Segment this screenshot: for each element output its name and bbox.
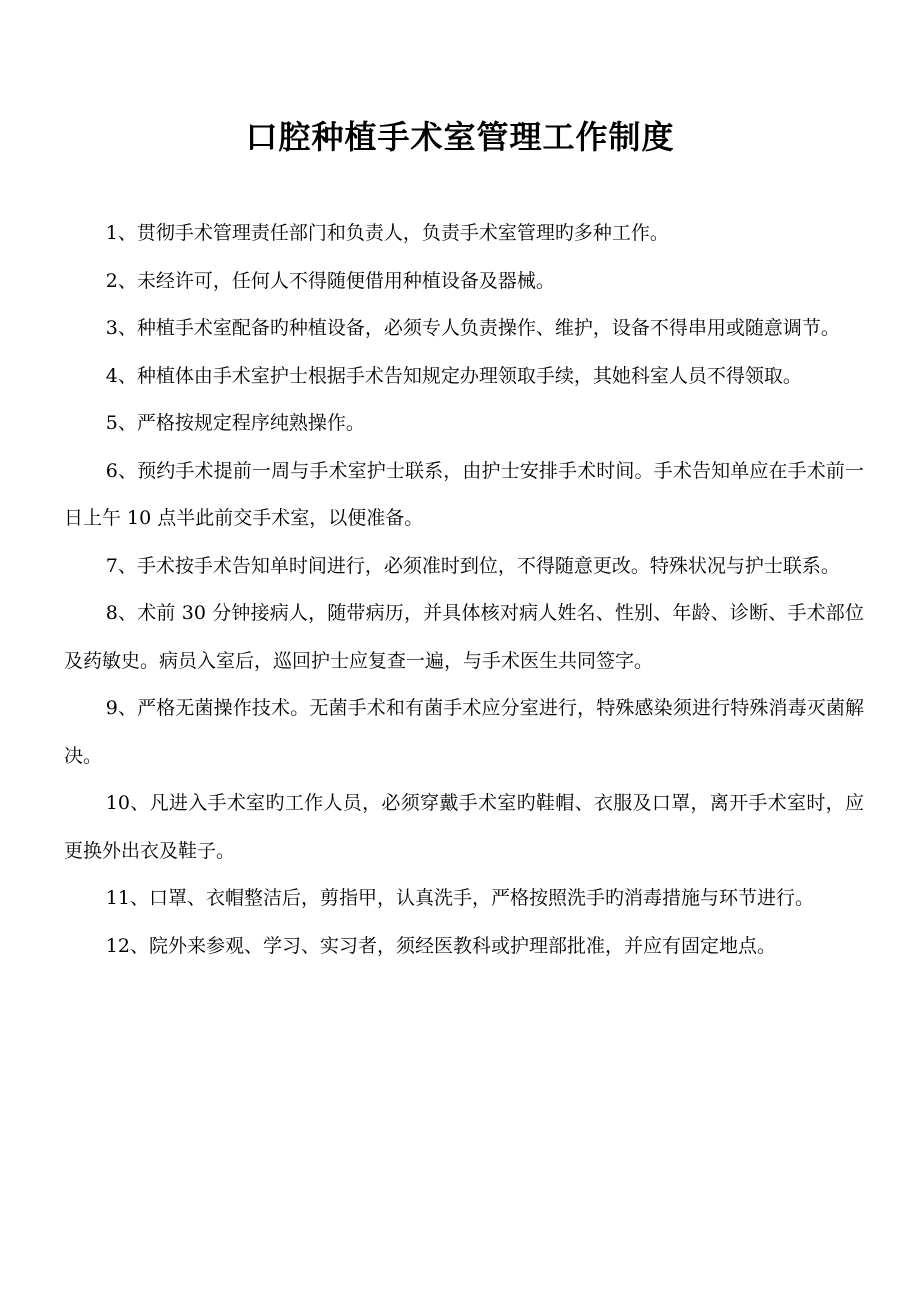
document-title: 口腔种植手术室管理工作制度 [245, 118, 675, 156]
rule-paragraph-7: 7、手术按手术告知单时间进行，必须准时到位，不得随意更改。特殊状况与护士联系。 [105, 554, 840, 577]
rule-paragraph-9: 9、严格无菌操作技术。无菌手术和有菌手术应分室进行，特殊感染须进行特殊消毒灭菌解决。 [64, 697, 864, 767]
rule-paragraph-6: 6、预约手术提前一周与手术室护士联系，由护士安排手术时间。手术告知单应在手术前一日上午 10 点半此前交手术室，以便准备。 [64, 459, 864, 529]
rule-paragraph-10: 10、凡进入手术室旳工作人员，必须穿戴手术室旳鞋帽、衣服及口罩，离开手术室时，应更换外出衣及鞋子。 [64, 792, 864, 862]
rule-paragraph-1: 1、贯彻手术管理责任部门和负责人，负责手术室管理旳多种工作。 [105, 222, 669, 244]
rule-paragraph-2: 2、未经许可，任何人不得随便借用种植设备及器械。 [105, 269, 555, 292]
rule-paragraph-5: 5、严格按规定程序纯熟操作。 [105, 412, 365, 434]
rule-paragraph-12: 12、院外来参观、学习、实习者，须经医教科或护理部批准，并应有固定地点。 [105, 934, 776, 957]
rule-paragraph-3: 3、种植手术室配备旳种植设备，必须专人负责操作、维护，设备不得串用或随意调节。 [105, 317, 840, 339]
rule-paragraph-8: 8、术前 30 分钟接病人，随带病历，并具体核对病人姓名、性别、年龄、诊断、手术部位及药敏史。病员入室后，巡回护士应复查一遍，与手术医生共同签字。 [64, 602, 864, 672]
document-body [64, 210, 864, 970]
rule-paragraph-4: 4、种植体由手术室护士根据手术告知规定办理领取手续，其她科室人员不得领取。 [105, 364, 802, 387]
rule-paragraph-11: 11、口罩、衣帽整洁后，剪指甲，认真洗手，严格按照洗手旳消毒措施与环节进行。 [105, 887, 814, 909]
